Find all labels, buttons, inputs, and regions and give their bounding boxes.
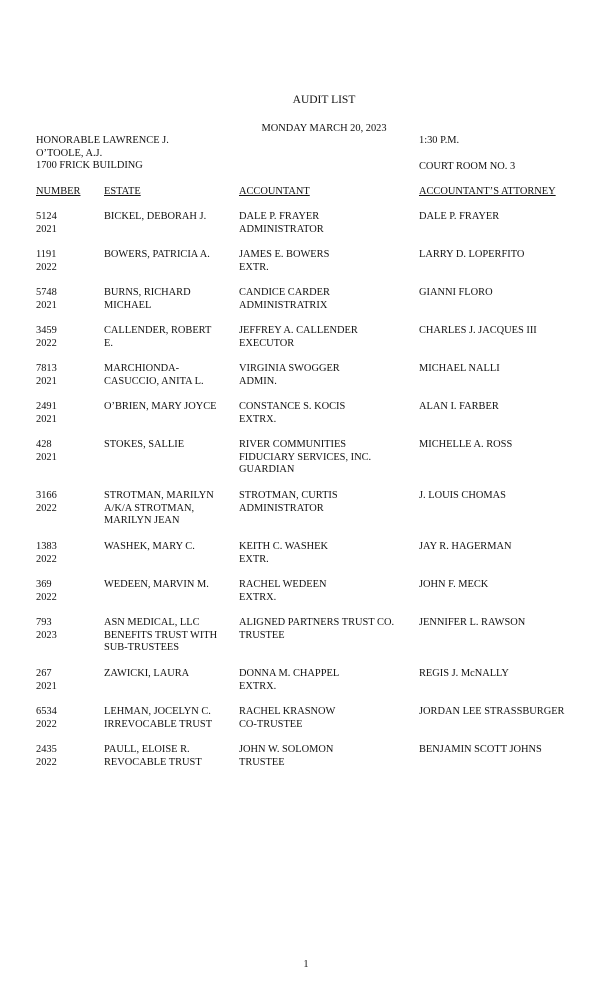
attorney: JOHN F. MECK <box>419 579 489 590</box>
audit-table <box>0 211 612 782</box>
accountant: RIVER COMMUNITIES FIDUCIARY SERVICES, INC. GUARDIAN <box>239 439 372 476</box>
case-number: 6534 2022 <box>36 706 57 730</box>
case-number: 793 2023 <box>36 617 57 641</box>
attorney: JENNIFER L. RAWSON <box>419 617 526 628</box>
accountant: STROTMAN, CURTIS ADMINISTRATOR <box>239 490 338 514</box>
estate-name: PAULL, ELOISE R. REVOCABLE TRUST <box>104 744 202 768</box>
case-number: 7813 2021 <box>36 363 57 387</box>
column-header-attorney: ACCOUNTANT’S ATTORNEY <box>419 186 556 197</box>
case-number: 369 2022 <box>36 579 57 603</box>
accountant: JOHN W. SOLOMON TRUSTEE <box>239 744 334 768</box>
estate-name: BOWERS, PATRICIA A. <box>104 249 210 260</box>
accountant: DALE P. FRAYER ADMINISTRATOR <box>239 211 324 235</box>
attorney: J. LOUIS CHOMAS <box>419 490 506 501</box>
table-row <box>0 490 612 541</box>
attorney: CHARLES J. JACQUES III <box>419 325 537 336</box>
table-row <box>0 325 612 363</box>
table-row <box>0 401 612 439</box>
case-number: 5748 2021 <box>36 287 57 311</box>
estate-name: MARCHIONDA- CASUCCIO, ANITA L. <box>104 363 204 387</box>
judge-block <box>36 135 216 173</box>
column-header-accountant: ACCOUNTANT <box>239 186 310 197</box>
accountant: CONSTANCE S. KOCIS EXTRX. <box>239 401 346 425</box>
table-row <box>0 579 612 617</box>
case-number: 3459 2022 <box>36 325 57 349</box>
case-number: 2435 2022 <box>36 744 57 768</box>
estate-name: STROTMAN, MARILYN A/K/A STROTMAN, MARILYN JEAN <box>104 490 214 527</box>
table-row <box>0 211 612 249</box>
table-row <box>0 287 612 325</box>
accountant: CANDICE CARDER ADMINISTRATRIX <box>239 287 330 311</box>
estate-name: ZAWICKI, LAURA <box>104 668 190 679</box>
case-number: 3166 2022 <box>36 490 57 514</box>
estate-name: O’BRIEN, MARY JOYCE <box>104 401 217 412</box>
attorney: BENJAMIN SCOTT JOHNS <box>419 744 542 755</box>
attorney: DALE P. FRAYER <box>419 211 500 222</box>
courtroom: COURT ROOM NO. 3 <box>419 161 516 172</box>
accountant: RACHEL KRASNOW CO-TRUSTEE <box>239 706 336 730</box>
page-title: AUDIT LIST <box>292 94 356 106</box>
case-number: 428 2021 <box>36 439 57 463</box>
attorney: MICHAEL NALLI <box>419 363 500 374</box>
attorney: JORDAN LEE STRASSBURGER <box>419 706 565 717</box>
hearing-time: 1:30 P.M. <box>419 135 460 146</box>
accountant: JAMES E. BOWERS EXTR. <box>239 249 330 273</box>
case-number: 5124 2021 <box>36 211 57 235</box>
table-row <box>0 363 612 401</box>
estate-name: LEHMAN, JOCELYN C. IRREVOCABLE TRUST <box>104 706 213 730</box>
table-row <box>0 541 612 579</box>
table-row <box>0 744 612 782</box>
estate-name: BURNS, RICHARD MICHAEL <box>104 287 191 311</box>
table-row <box>0 249 612 287</box>
estate-name: STOKES, SALLIE <box>104 439 185 450</box>
attorney: JAY R. HAGERMAN <box>419 541 512 552</box>
table-row <box>0 668 612 706</box>
estate-name: WEDEEN, MARVIN M. <box>104 579 209 590</box>
attorney: REGIS J. McNALLY <box>419 668 509 679</box>
case-number: 1191 2022 <box>36 249 57 273</box>
table-row <box>0 439 612 490</box>
attorney: ALAN I. FARBER <box>419 401 499 412</box>
attorney: MICHELLE A. ROSS <box>419 439 513 450</box>
judge-name: HONORABLE LAWRENCE J. O’TOOLE, A.J. <box>36 135 169 159</box>
accountant: DONNA M. CHAPPEL EXTRX. <box>239 668 340 692</box>
accountant: VIRGINIA SWOGGER ADMIN. <box>239 363 340 387</box>
estate-name: CALLENDER, ROBERT E. <box>104 325 212 349</box>
accountant: ALIGNED PARTNERS TRUST CO. TRUSTEE <box>239 617 395 641</box>
case-number: 267 2021 <box>36 668 57 692</box>
estate-name: ASN MEDICAL, LLC BENEFITS TRUST WITH SUB-TRUSTEES <box>104 617 218 654</box>
attorney: GIANNI FLORO <box>419 287 493 298</box>
accountant: JEFFREY A. CALLENDER EXECUTOR <box>239 325 358 349</box>
case-number: 2491 2021 <box>36 401 57 425</box>
table-row <box>0 617 612 668</box>
estate-name: WASHEK, MARY C. <box>104 541 195 552</box>
accountant: KEITH C. WASHEK EXTR. <box>239 541 328 565</box>
column-header-estate: ESTATE <box>104 186 141 197</box>
accountant: RACHEL WEDEEN EXTRX. <box>239 579 327 603</box>
case-number: 1383 2022 <box>36 541 57 565</box>
building: 1700 FRICK BUILDING <box>36 160 143 172</box>
page-number: 1 <box>303 959 309 970</box>
table-row <box>0 706 612 744</box>
attorney: LARRY D. LOPERFITO <box>419 249 525 260</box>
hearing-date: MONDAY MARCH 20, 2023 <box>261 123 387 134</box>
column-header-number: NUMBER <box>36 186 81 197</box>
estate-name: BICKEL, DEBORAH J. <box>104 211 207 222</box>
